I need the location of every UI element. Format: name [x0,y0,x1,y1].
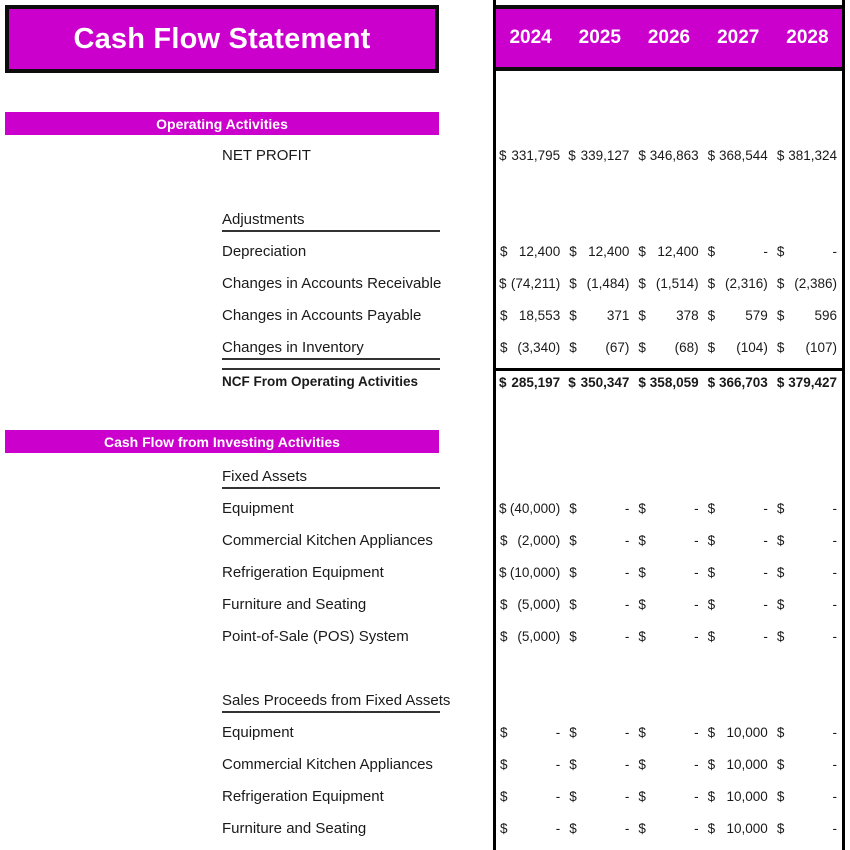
row-label-adjustments: Adjustments [222,208,440,232]
currency-symbol: $ [638,789,646,804]
value-row-net-profit [496,144,842,168]
cell-fa-commercial-kitchen-appliances-2025 [565,529,634,553]
cell-amount: 10,000 [726,757,768,772]
currency-symbol: $ [499,276,507,291]
currency-symbol: $ [776,308,785,323]
cell-changes-inventory-2024 [496,336,565,360]
cell-amount: 10,000 [726,725,768,740]
cell-sp-refrigeration-equipment-2025 [565,785,634,809]
value-row-fa-equipment [496,497,842,521]
cell-depreciation-2026 [634,240,703,264]
cell-amount: (3,340) [517,340,561,355]
cell-changes-inventory-2026 [634,336,703,360]
cell-fa-commercial-kitchen-appliances-2028 [773,529,842,553]
currency-symbol: $ [776,340,785,355]
value-row-sp-commercial-kitchen-appliances [496,753,842,777]
cell-changes-accounts-payable-2028 [773,304,842,328]
row-label-changes-accounts-payable: Changes in Accounts Payable [222,307,422,324]
cell-amount: - [624,629,630,644]
currency-symbol: $ [776,533,785,548]
currency-symbol: $ [776,789,785,804]
cell-amount: - [624,725,630,740]
currency-symbol: $ [638,533,646,548]
section-header-operating [5,112,439,135]
row-label-sp-commercial-kitchen-appliances: Commercial Kitchen Appliances [222,756,433,773]
currency-symbol: $ [638,821,646,836]
currency-symbol: $ [776,597,785,612]
cell-amount: 579 [745,308,768,323]
cell-sp-commercial-kitchen-appliances-2025 [565,753,634,777]
currency-symbol: $ [500,597,508,612]
currency-symbol: $ [569,789,577,804]
year-column-header-2024: 2024 [509,27,552,48]
row-label-sp-refrigeration-equipment: Refrigeration Equipment [222,788,384,805]
row-label-fa-commercial-kitchen-appliances: Commercial Kitchen Appliances [222,532,433,549]
cell-sp-equipment-2027 [704,721,773,745]
row-label-changes-inventory: Changes in Inventory [222,336,440,360]
cell-fa-refrigeration-equipment-2027 [704,561,773,585]
section-header-label: Cash Flow from Investing Activities [104,433,340,450]
cell-amount: - [832,501,838,516]
cell-amount: - [694,597,699,612]
currency-symbol: $ [638,757,646,772]
cell-sp-commercial-kitchen-appliances-2024 [496,753,565,777]
cell-amount: 358,059 [649,375,699,390]
row-label-sales-proceeds-from-fixed-assets: Sales Proceeds from Fixed Assets [222,689,440,713]
cell-changes-accounts-receivable-2028 [773,272,842,296]
cell-amount: (2,316) [725,276,768,291]
cell-amount: 12,400 [518,244,561,259]
currency-symbol: $ [569,757,577,772]
cell-amount: (67) [605,340,630,355]
currency-symbol: $ [707,565,716,580]
cell-fa-furniture-and-seating-2025 [565,593,634,617]
cell-sp-equipment-2026 [634,721,703,745]
value-row-fa-commercial-kitchen-appliances [496,529,842,553]
currency-symbol: $ [707,308,716,323]
currency-symbol: $ [569,565,577,580]
currency-symbol: $ [500,308,508,323]
currency-symbol: $ [500,757,508,772]
cell-fa-equipment-2026 [634,497,703,521]
row-label-fa-furniture-and-seating: Furniture and Seating [222,596,367,613]
currency-symbol: $ [707,597,716,612]
cell-sp-equipment-2025 [565,721,634,745]
currency-symbol: $ [776,821,785,836]
cell-amount: - [763,629,768,644]
cell-ncf-operating-2025 [565,371,634,392]
value-pane [493,0,845,850]
cell-ncf-operating-2028 [773,371,842,392]
cell-amount: - [694,789,699,804]
cell-amount: - [555,725,561,740]
year-column-header-2027: 2027 [717,27,760,48]
cell-amount: - [763,597,768,612]
cell-amount: - [763,501,768,516]
cell-amount: (1,514) [655,276,699,291]
cell-fa-commercial-kitchen-appliances-2027 [704,529,773,553]
cell-amount: - [624,501,630,516]
cell-amount: 10,000 [726,789,768,804]
value-row-sp-refrigeration-equipment [496,785,842,809]
cell-amount: 285,197 [511,375,561,390]
cell-amount: - [832,533,838,548]
currency-symbol: $ [569,629,577,644]
currency-symbol: $ [707,148,716,163]
row-label-ncf-operating: NCF From Operating Activities [222,368,440,392]
cell-amount: - [763,244,768,259]
cell-amount: 18,553 [518,308,561,323]
currency-symbol: $ [707,375,716,390]
currency-symbol: $ [499,501,507,516]
currency-symbol: $ [776,629,785,644]
cell-sp-commercial-kitchen-appliances-2027 [704,753,773,777]
cell-fa-equipment-2028 [773,497,842,521]
cell-amount: 339,127 [580,148,630,163]
value-row-fa-refrigeration-equipment [496,561,842,585]
cell-changes-inventory-2025 [565,336,634,360]
cell-changes-inventory-2028 [773,336,842,360]
cell-amount: - [555,789,561,804]
cell-sp-furniture-and-seating-2025 [565,817,634,841]
value-row-fa-furniture-and-seating [496,593,842,617]
cell-amount: 371 [606,308,630,323]
currency-symbol: $ [500,821,508,836]
cell-net-profit-2025 [565,144,634,168]
cell-amount: 12,400 [588,244,630,259]
value-row-sp-equipment [496,721,842,745]
currency-symbol: $ [569,725,577,740]
cell-amount: - [624,565,630,580]
cell-amount: - [763,533,768,548]
cell-fa-refrigeration-equipment-2024 [496,561,565,585]
currency-symbol: $ [776,375,785,390]
currency-symbol: $ [499,148,507,163]
page-title: Cash Flow Statement [73,22,371,55]
cell-amount: - [832,597,838,612]
cell-fa-furniture-and-seating-2026 [634,593,703,617]
currency-symbol: $ [638,597,646,612]
cell-amount: - [624,597,630,612]
cell-fa-refrigeration-equipment-2025 [565,561,634,585]
cell-amount: - [694,501,699,516]
cell-amount: 366,703 [719,375,768,390]
cell-amount: - [763,565,768,580]
currency-symbol: $ [638,501,646,516]
cell-amount: (2,386) [794,276,838,291]
currency-symbol: $ [707,789,716,804]
currency-symbol: $ [776,757,785,772]
value-row-changes-inventory [496,336,842,360]
currency-symbol: $ [707,629,716,644]
row-label-fa-equipment: Equipment [222,500,294,517]
cell-fa-equipment-2027 [704,497,773,521]
row-label-fixed-assets: Fixed Assets [222,465,440,489]
cell-amount: 346,863 [649,148,699,163]
row-label-net-profit: NET PROFIT [222,147,311,164]
cell-amount: 350,347 [580,375,630,390]
currency-symbol: $ [638,340,646,355]
cell-sp-refrigeration-equipment-2028 [773,785,842,809]
currency-symbol: $ [569,501,577,516]
cell-amount: (68) [674,340,699,355]
cell-net-profit-2026 [634,144,703,168]
cell-changes-accounts-payable-2024 [496,304,565,328]
cell-amount: - [832,629,838,644]
currency-symbol: $ [500,244,508,259]
cell-fa-furniture-and-seating-2028 [773,593,842,617]
value-row-changes-accounts-receivable [496,272,842,296]
value-row-changes-accounts-payable [496,304,842,328]
cell-amount: - [694,757,699,772]
currency-symbol: $ [568,148,576,163]
cell-amount: (10,000) [509,565,561,580]
cell-amount: - [694,629,699,644]
currency-symbol: $ [569,533,577,548]
row-label-fa-refrigeration-equipment: Refrigeration Equipment [222,564,384,581]
cell-fa-equipment-2024 [496,497,565,521]
currency-symbol: $ [707,757,716,772]
currency-symbol: $ [638,375,646,390]
value-row-sp-furniture-and-seating [496,817,842,841]
cell-fa-furniture-and-seating-2024 [496,593,565,617]
currency-symbol: $ [638,565,646,580]
currency-symbol: $ [776,244,785,259]
cell-amount: (40,000) [509,501,561,516]
cell-sp-furniture-and-seating-2027 [704,817,773,841]
year-column-header-2028: 2028 [786,27,829,48]
cell-sp-commercial-kitchen-appliances-2028 [773,753,842,777]
currency-symbol: $ [569,597,577,612]
currency-symbol: $ [707,725,716,740]
cell-amount: - [694,725,699,740]
currency-symbol: $ [500,340,508,355]
cell-amount: 379,427 [788,375,838,390]
cell-net-profit-2024 [496,144,565,168]
currency-symbol: $ [707,244,716,259]
cell-amount: - [555,757,561,772]
cell-amount: (5,000) [517,597,561,612]
cell-changes-accounts-receivable-2024 [496,272,565,296]
cell-sp-commercial-kitchen-appliances-2026 [634,753,703,777]
currency-symbol: $ [707,533,716,548]
currency-symbol: $ [776,565,785,580]
cell-sp-refrigeration-equipment-2027 [704,785,773,809]
cell-sp-furniture-and-seating-2028 [773,817,842,841]
cell-ncf-operating-2027 [704,371,773,392]
section-header-investing [5,430,439,453]
cell-fa-point-of-sale-system-2025 [565,625,634,649]
cell-amount: (5,000) [517,629,561,644]
cell-amount: (74,211) [510,276,561,291]
value-row-depreciation [496,240,842,264]
cell-fa-point-of-sale-system-2028 [773,625,842,649]
currency-symbol: $ [776,501,785,516]
value-row-fa-point-of-sale-system [496,625,842,649]
cell-amount: - [832,244,838,259]
cell-net-profit-2028 [773,144,842,168]
cell-sp-furniture-and-seating-2026 [634,817,703,841]
currency-symbol: $ [707,276,716,291]
row-label-fa-point-of-sale-system: Point-of-Sale (POS) System [222,628,409,645]
cell-net-profit-2027 [704,144,773,168]
cell-fa-point-of-sale-system-2027 [704,625,773,649]
cell-fa-furniture-and-seating-2027 [704,593,773,617]
currency-symbol: $ [569,340,577,355]
cell-amount: (1,484) [586,276,630,291]
currency-symbol: $ [707,340,716,355]
currency-symbol: $ [500,533,508,548]
currency-symbol: $ [638,148,646,163]
cell-fa-point-of-sale-system-2026 [634,625,703,649]
currency-symbol: $ [707,501,716,516]
currency-symbol: $ [638,244,646,259]
cell-amount: 368,544 [719,148,768,163]
cell-sp-furniture-and-seating-2024 [496,817,565,841]
cell-amount: - [555,821,561,836]
currency-symbol: $ [707,821,716,836]
cell-sp-refrigeration-equipment-2026 [634,785,703,809]
cell-changes-accounts-payable-2025 [565,304,634,328]
cell-amount: 12,400 [657,244,699,259]
cell-depreciation-2024 [496,240,565,264]
value-row-ncf-operating [496,368,842,392]
cell-amount: 331,795 [511,148,561,163]
currency-symbol: $ [776,148,785,163]
cell-amount: - [694,821,699,836]
cell-amount: (104) [736,340,768,355]
cell-amount: - [832,565,838,580]
year-column-header-2025: 2025 [578,27,621,48]
cell-fa-point-of-sale-system-2024 [496,625,565,649]
currency-symbol: $ [776,725,785,740]
cell-amount: - [832,789,838,804]
cell-fa-commercial-kitchen-appliances-2024 [496,529,565,553]
currency-symbol: $ [638,629,646,644]
cell-ncf-operating-2024 [496,371,565,392]
currency-symbol: $ [568,375,576,390]
currency-symbol: $ [569,276,577,291]
cell-sp-equipment-2028 [773,721,842,745]
cell-amount: - [694,533,699,548]
cell-changes-accounts-payable-2026 [634,304,703,328]
cell-changes-accounts-payable-2027 [704,304,773,328]
cell-amount: (2,000) [517,533,561,548]
currency-symbol: $ [776,276,785,291]
currency-symbol: $ [499,565,507,580]
cell-changes-accounts-receivable-2027 [704,272,773,296]
cell-ncf-operating-2026 [634,371,703,392]
cell-amount: - [832,821,838,836]
cell-fa-refrigeration-equipment-2028 [773,561,842,585]
currency-symbol: $ [638,725,646,740]
cell-amount: - [832,757,838,772]
statement-title-box [5,5,439,73]
currency-symbol: $ [569,244,577,259]
year-column-header-2026: 2026 [647,27,691,48]
currency-symbol: $ [500,789,508,804]
cell-amount: (107) [805,340,838,355]
cell-changes-inventory-2027 [704,336,773,360]
cell-depreciation-2025 [565,240,634,264]
cell-amount: - [624,821,630,836]
cell-fa-equipment-2025 [565,497,634,521]
cell-fa-refrigeration-equipment-2026 [634,561,703,585]
row-label-depreciation: Depreciation [222,243,307,260]
cell-sp-equipment-2024 [496,721,565,745]
cell-amount: 596 [814,308,838,323]
currency-symbol: $ [500,629,508,644]
currency-symbol: $ [638,276,646,291]
section-header-label: Operating Activities [156,115,288,132]
cell-amount: - [624,533,630,548]
cell-amount: - [624,757,630,772]
cell-depreciation-2027 [704,240,773,264]
cell-amount: 378 [676,308,699,323]
cell-sp-refrigeration-equipment-2024 [496,785,565,809]
row-label-sp-furniture-and-seating: Furniture and Seating [222,820,367,837]
cell-changes-accounts-receivable-2026 [634,272,703,296]
cell-amount: - [832,725,838,740]
currency-symbol: $ [638,308,646,323]
currency-symbol: $ [569,821,577,836]
cell-amount: - [694,565,699,580]
cell-amount: 10,000 [726,821,768,836]
cell-depreciation-2028 [773,240,842,264]
row-label-sp-equipment: Equipment [222,724,294,741]
currency-symbol: $ [499,375,507,390]
cell-changes-accounts-receivable-2025 [565,272,634,296]
cell-fa-commercial-kitchen-appliances-2026 [634,529,703,553]
cell-amount: - [624,789,630,804]
year-header-row [496,5,842,71]
currency-symbol: $ [569,308,577,323]
currency-symbol: $ [500,725,508,740]
row-label-changes-accounts-receivable: Changes in Accounts Receivable [222,275,442,292]
cell-amount: 381,324 [788,148,838,163]
